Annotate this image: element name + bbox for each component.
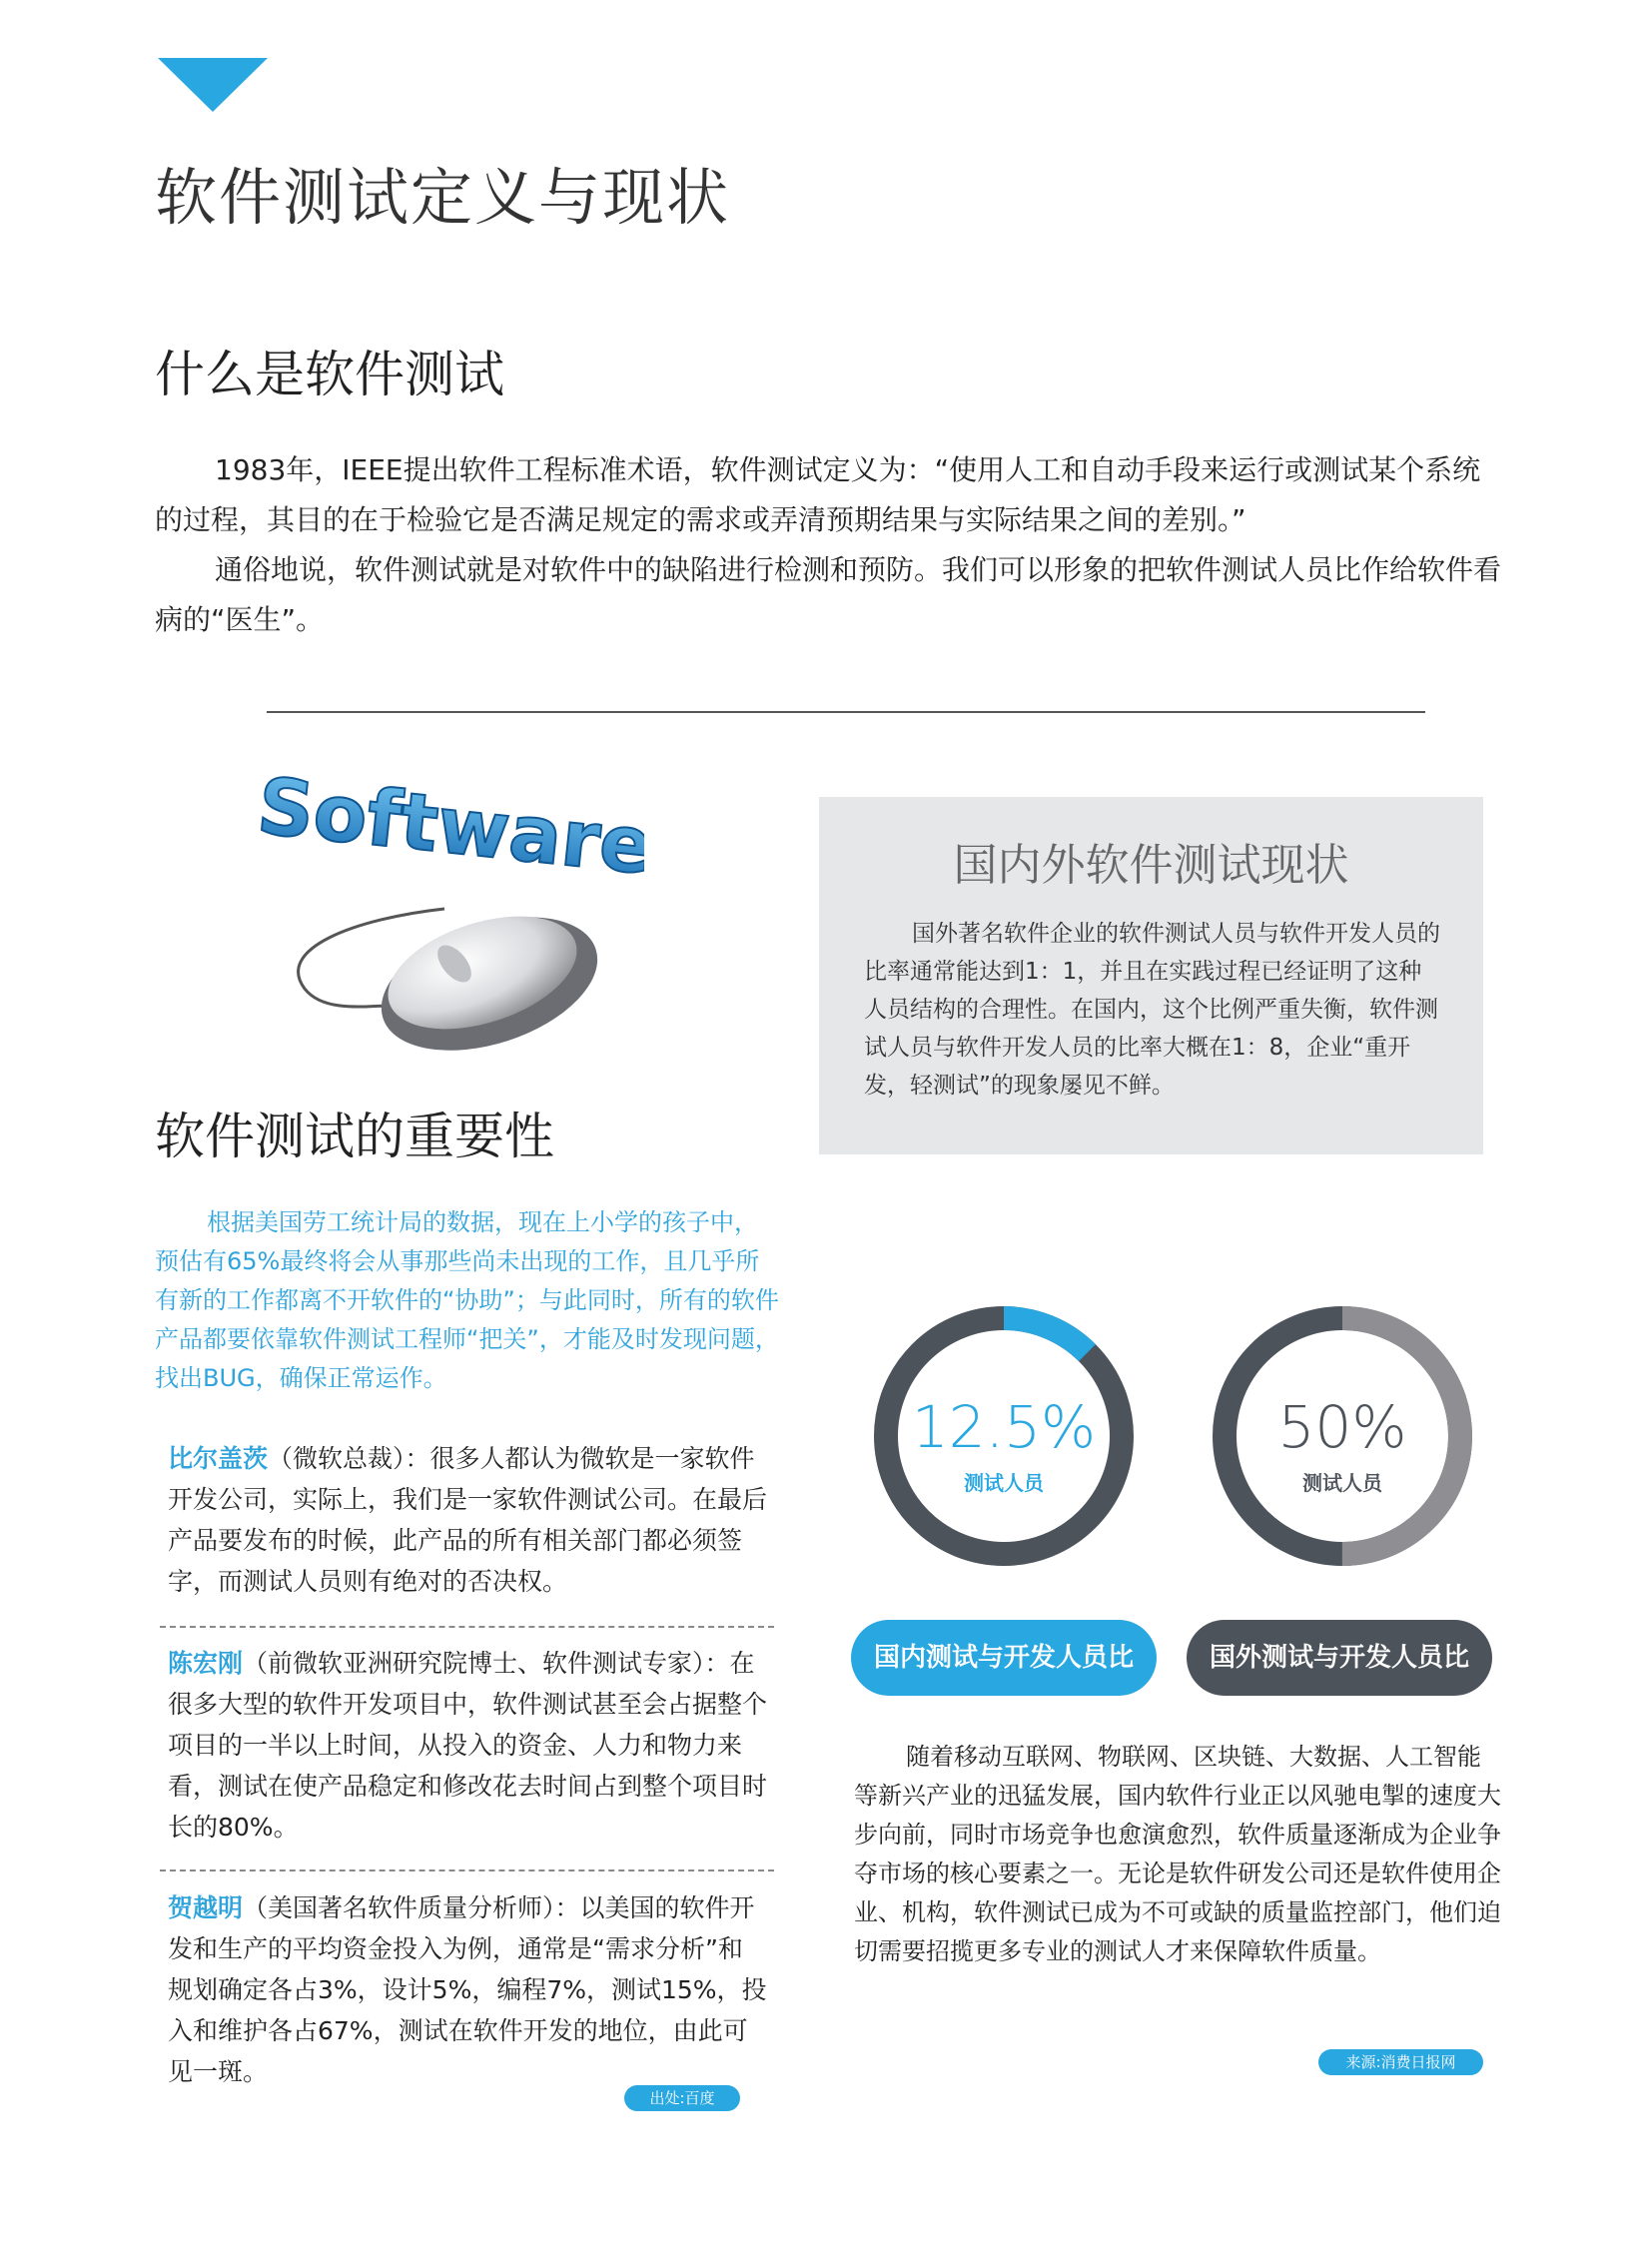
status-text [864, 915, 1443, 1105]
status-paragraph: 国外著名软件企业的软件测试人员与软件开发人员的比率通常能达到1：1，并且在实践过程已经证明了这种人员结构的合理性。在国内，这个比例严重失衡，软件测试人员与软件开发人员的比率大概在1：8，企业“重开发，轻测试”的现象屡见不鲜。 [864, 921, 1440, 1099]
status-title: 国内外软件测试现状 [953, 840, 1349, 891]
triangle-marker-icon [158, 58, 268, 112]
page-title: 软件测试定义与现状 [155, 161, 731, 234]
donut-value: 12.5% [911, 1393, 1097, 1461]
donut-foreign [1208, 1301, 1477, 1571]
quote-divider [160, 1626, 774, 1628]
quote-text: （微软总裁）：很多人都认为微软是一家软件开发公司，实际上，我们是一家软件测试公司。在最后产品要发布的时候，此产品的所有相关部门都必须签字，而测试人员则有绝对的否决权。 [168, 1444, 768, 1596]
analogy-paragraph: 通俗地说，软件测试就是对软件中的缺陷进行检测和预防。我们可以形象的把软件测试人员比作给软件看病的“医生”。 [155, 553, 1502, 636]
quote-text: （前微软亚洲研究院博士、软件测试专家）：在很多大型的软件开发项目中，软件测试甚至会占据整个项目的一半以上时间，从投入的资金、人力和物力来看，测试在使产品稳定和修改花去时间占到整个项目时长的80%。 [168, 1649, 768, 1842]
quote-author: 比尔盖茨 [168, 1444, 269, 1473]
definition-text [155, 445, 1503, 645]
donut-domestic [869, 1301, 1139, 1571]
donut-value: 50% [1277, 1393, 1407, 1461]
software-mouse-illustration [235, 759, 644, 1059]
section-heading-importance: 软件测试的重要性 [155, 1108, 554, 1165]
pill-foreign-ratio: 国外测试与开发人员比 [1187, 1620, 1492, 1696]
quote-text: （美国著名软件质量分析师）：以美国的软件开发和生产的平均资金投入为例，通常是“需求分析”和规划确定各占3%，设计5%，编程7%，测试15%，投入和维护各占67%，测试在软件开发的地位，由此可见一斑。 [168, 1893, 767, 2086]
donut-label: 测试人员 [1302, 1471, 1382, 1495]
market-text [854, 1738, 1503, 1971]
market-paragraph: 随着移动互联网、物联网、区块链、大数据、人工智能等新兴产业的迅猛发展，国内软件行业正以风驰电掣的速度大步向前，同时市场竞争也愈演愈烈，软件质量逐渐成为企业争夺市场的核心要素之一。无论是软件研发公司还是软件使用企业、机构，软件测试已成为不可或缺的质量监控部门，他们迫切需要招揽更多专业的测试人才来保障软件质量。 [854, 1743, 1501, 1965]
section-heading-what-is-testing: 什么是软件测试 [155, 346, 504, 403]
domestic-foreign-status-box [819, 797, 1483, 1154]
quote-author: 贺越明 [168, 1893, 244, 1922]
donut-label: 测试人员 [964, 1471, 1044, 1495]
quote-divider [160, 1869, 774, 1871]
quote-he-yueming [168, 1887, 767, 2092]
importance-intro-paragraph: 根据美国劳工统计局的数据，现在上小学的孩子中，预估有65%最终将会从事那些尚未出现的工作，且几乎所有新的工作都离不开软件的“协助”；与此同时，所有的软件产品都要依靠软件测试工程师“把关”，才能及时发现问题，找出BUG，确保正常运作。 [155, 1208, 779, 1392]
source-tag-xiaofei: 来源:消费日报网 [1318, 2049, 1483, 2075]
quote-chen-honggang [168, 1643, 767, 1848]
quote-author: 陈宏刚 [168, 1649, 244, 1678]
pill-domestic-ratio: 国内测试与开发人员比 [851, 1620, 1157, 1696]
importance-intro [155, 1203, 779, 1398]
quote-bill-gates [168, 1438, 767, 1602]
section-divider [267, 711, 1425, 713]
source-tag-baidu: 出处:百度 [624, 2085, 740, 2111]
definition-paragraph: 1983年，IEEE提出软件工程标准术语，软件测试定义为：“使用人工和自动手段来运行或测试某个系统的过程，其目的在于检验它是否满足规定的需求或弄清预期结果与实际结果之间的差别。” [155, 453, 1481, 536]
software-word-art: Software [253, 761, 644, 893]
